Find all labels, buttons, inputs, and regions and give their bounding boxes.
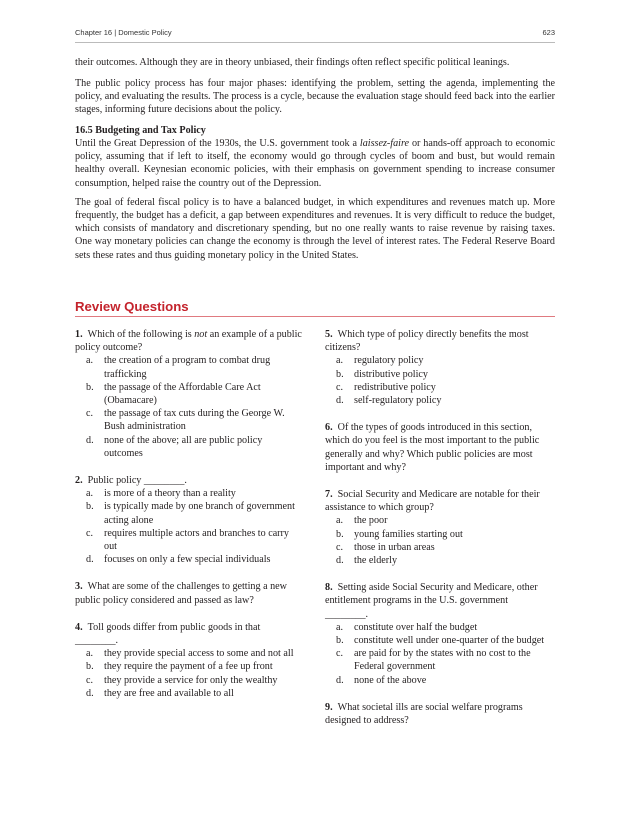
option: [325, 634, 553, 647]
option: [75, 500, 303, 526]
option-letter: b.: [86, 661, 94, 673]
question-number: 6.: [325, 422, 333, 434]
option-letter: d.: [336, 674, 344, 686]
option-text: is typically made by one branch of government acting alone: [104, 501, 295, 526]
option: [325, 381, 553, 394]
option-letter: c.: [86, 527, 94, 539]
question-stem: [325, 488, 553, 514]
italic-term: not: [194, 329, 208, 340]
page-number: 623: [542, 28, 555, 37]
question-text: Which type of policy directly benefits the most citizens?: [325, 329, 529, 354]
question-stem: [325, 328, 553, 354]
option-letter: b.: [86, 501, 94, 513]
option: [325, 368, 553, 381]
option: [325, 554, 553, 567]
option-text: the passage of tax cuts during the George W. Bush administration: [104, 408, 285, 433]
question-text: Setting aside Social Security and Medicare, other entitlement programs in the U.S. government ________.: [325, 582, 538, 620]
question-stem: [325, 581, 553, 621]
question-number: 2.: [75, 475, 83, 487]
option-letter: d.: [86, 434, 94, 446]
option-text: the creation of a program to combat drug trafficking: [104, 355, 271, 380]
option: [325, 514, 553, 527]
option-list: [75, 647, 303, 700]
question-text: Toll goods differ from public goods in that ________.: [75, 621, 261, 647]
option-letter: b.: [336, 635, 344, 647]
option-letter: c.: [86, 674, 94, 686]
question-6: [325, 421, 553, 474]
italic-term: laissez-faire: [359, 138, 410, 150]
option-text: is more of a theory than a reality: [104, 488, 236, 500]
option: [75, 687, 303, 700]
review-questions-title: Review Questions: [75, 299, 189, 314]
option-text: requires multiple actors and branches to carry out: [104, 527, 289, 553]
question-number: 7.: [325, 489, 333, 501]
option-text: are paid for by the states with no cost to the Federal government: [354, 648, 531, 673]
questions-left-column: [75, 328, 303, 714]
option-text: distributive policy: [354, 368, 428, 380]
option: [75, 434, 303, 460]
option-text: they provide a service for only the wealthy: [104, 674, 278, 686]
option-letter: a.: [86, 355, 94, 367]
option: [75, 527, 303, 553]
question-stem: [75, 621, 303, 647]
section-heading: 16.5 Budgeting and Tax Policy: [75, 124, 206, 136]
option: [325, 528, 553, 541]
option-text: regulatory policy: [354, 355, 424, 367]
question-stem: [75, 474, 303, 487]
review-title-rule: [75, 316, 555, 317]
option-list: [325, 514, 553, 567]
question-1: [75, 328, 303, 460]
option: [75, 487, 303, 500]
option-letter: a.: [336, 515, 344, 527]
question-text: Of the types of goods introduced in this section, which do you feel is the most important to the public generally and why? Which public policies are most important and why?: [325, 422, 540, 473]
option-text: redistributive policy: [354, 381, 436, 393]
question-text: Public policy ________.: [87, 475, 187, 487]
text-run: an example of a public policy outcome?: [75, 329, 302, 354]
option-letter: b.: [86, 381, 94, 393]
option-letter: d.: [336, 555, 344, 567]
option-letter: a.: [86, 488, 94, 500]
intro-paragraph: The public policy process has four major phases: identifying the problem, setting the agenda, implementing the policy, and evaluating the results. The process is a cycle, because the evaluation stage should feed back into the earlier stages, informing future decisions about the policy.: [75, 77, 555, 116]
option-letter: c.: [86, 408, 94, 420]
option-letter: a.: [336, 355, 344, 367]
question-number: 3.: [75, 581, 83, 593]
option-text: none of the above: [354, 674, 427, 686]
question-stem: [75, 580, 303, 606]
option: [325, 354, 553, 367]
page-header: [75, 28, 555, 40]
option-letter: d.: [86, 687, 94, 699]
option-list: [325, 354, 553, 407]
question-3: [75, 580, 303, 606]
text-run: or hands-off approach to economic policy, assuming that if left to itself, the economy would go through cycles of boom and bust, but would remain healthy overall. Keynesian economic policies, with their emphasis on government spending to increase consumer consumption, helped raise the country out of the Depression.: [75, 138, 555, 189]
question-7: [325, 488, 553, 567]
option-letter: c.: [336, 381, 344, 393]
text-run: Until the Great Depression of the 1930s, the U.S. government took a: [75, 138, 360, 150]
question-number: 9.: [325, 701, 333, 713]
question-8: [325, 581, 553, 687]
intro-paragraph: their outcomes. Although they are in theory unbiased, their findings often reflect specific political leanings.: [75, 57, 510, 68]
option-letter: b.: [336, 528, 344, 540]
option-text: those in urban areas: [354, 541, 435, 553]
option-letter: a.: [86, 648, 94, 660]
option-text: the poor: [354, 515, 388, 527]
question-text: Social Security and Medicare are notable for their assistance to which group?: [325, 489, 540, 514]
header-rule: [75, 42, 555, 43]
option-letter: c.: [336, 541, 344, 553]
option-letter: d.: [336, 395, 344, 407]
option: [325, 647, 553, 673]
chapter-label: Chapter 16 | Domestic Policy: [75, 28, 172, 37]
option-list: [75, 487, 303, 566]
option-text: they are free and available to all: [104, 687, 234, 699]
option: [75, 407, 303, 433]
option: [75, 381, 303, 407]
option: [75, 660, 303, 673]
option-list: [75, 354, 303, 460]
question-5: [325, 328, 553, 407]
option-text: the passage of the Affordable Care Act (Obamacare): [104, 381, 261, 407]
option-letter: c.: [336, 648, 344, 660]
option-letter: d.: [86, 554, 94, 566]
text-run: Which of the following is: [87, 329, 195, 340]
question-number: 4.: [75, 621, 83, 633]
question-stem: [325, 701, 553, 727]
option-letter: a.: [336, 621, 344, 633]
option-letter: b.: [336, 368, 344, 380]
option-text: the elderly: [354, 555, 398, 567]
option: [325, 674, 553, 687]
option-text: young families starting out: [354, 528, 463, 540]
question-stem: [325, 421, 553, 474]
body-text: [75, 56, 555, 269]
questions-right-column: [325, 328, 553, 741]
option: [75, 553, 303, 566]
option-text: they require the payment of a fee up front: [104, 661, 273, 673]
option-text: they provide special access to some and not all: [104, 648, 294, 660]
question-stem: [75, 328, 303, 354]
question-number: 8.: [325, 582, 333, 594]
option-text: self-regulatory policy: [354, 395, 442, 407]
question-number: 1.: [75, 329, 83, 340]
option-text: focuses on only a few special individuals: [104, 554, 271, 566]
option: [75, 674, 303, 687]
option-text: none of the above; all are public policy outcomes: [104, 434, 263, 459]
question-9: [325, 701, 553, 727]
section-paragraph: [75, 137, 555, 190]
option: [75, 647, 303, 660]
question-text: What are some of the challenges to getting a new public policy considered and passed as law?: [75, 581, 287, 606]
question-number: 5.: [325, 329, 333, 340]
option-text: constitute well under one-quarter of the budget: [354, 635, 545, 647]
question-4: [75, 621, 303, 700]
option-text: constitute over half the budget: [354, 621, 478, 633]
option: [325, 621, 553, 634]
option: [325, 394, 553, 407]
question-text: What societal ills are social welfare programs designed to address?: [325, 701, 523, 727]
section-paragraph: The goal of federal fiscal policy is to have a balanced budget, in which expenditures and revenues match up. More frequently, the budget has a deficit, a gap between expenditures and revenues. It is very difficult to reduce the budget, which consists of mandatory and discretionary spending, but no one really wants to raise revenue by raising taxes. One way monetary policies can change the economy is through the level of interest rates. The Federal Reserve Board sets these rates and thus guiding monetary policy in the United States.: [75, 196, 555, 261]
option: [75, 354, 303, 380]
option: [325, 541, 553, 554]
option-list: [325, 621, 553, 687]
question-2: [75, 474, 303, 566]
